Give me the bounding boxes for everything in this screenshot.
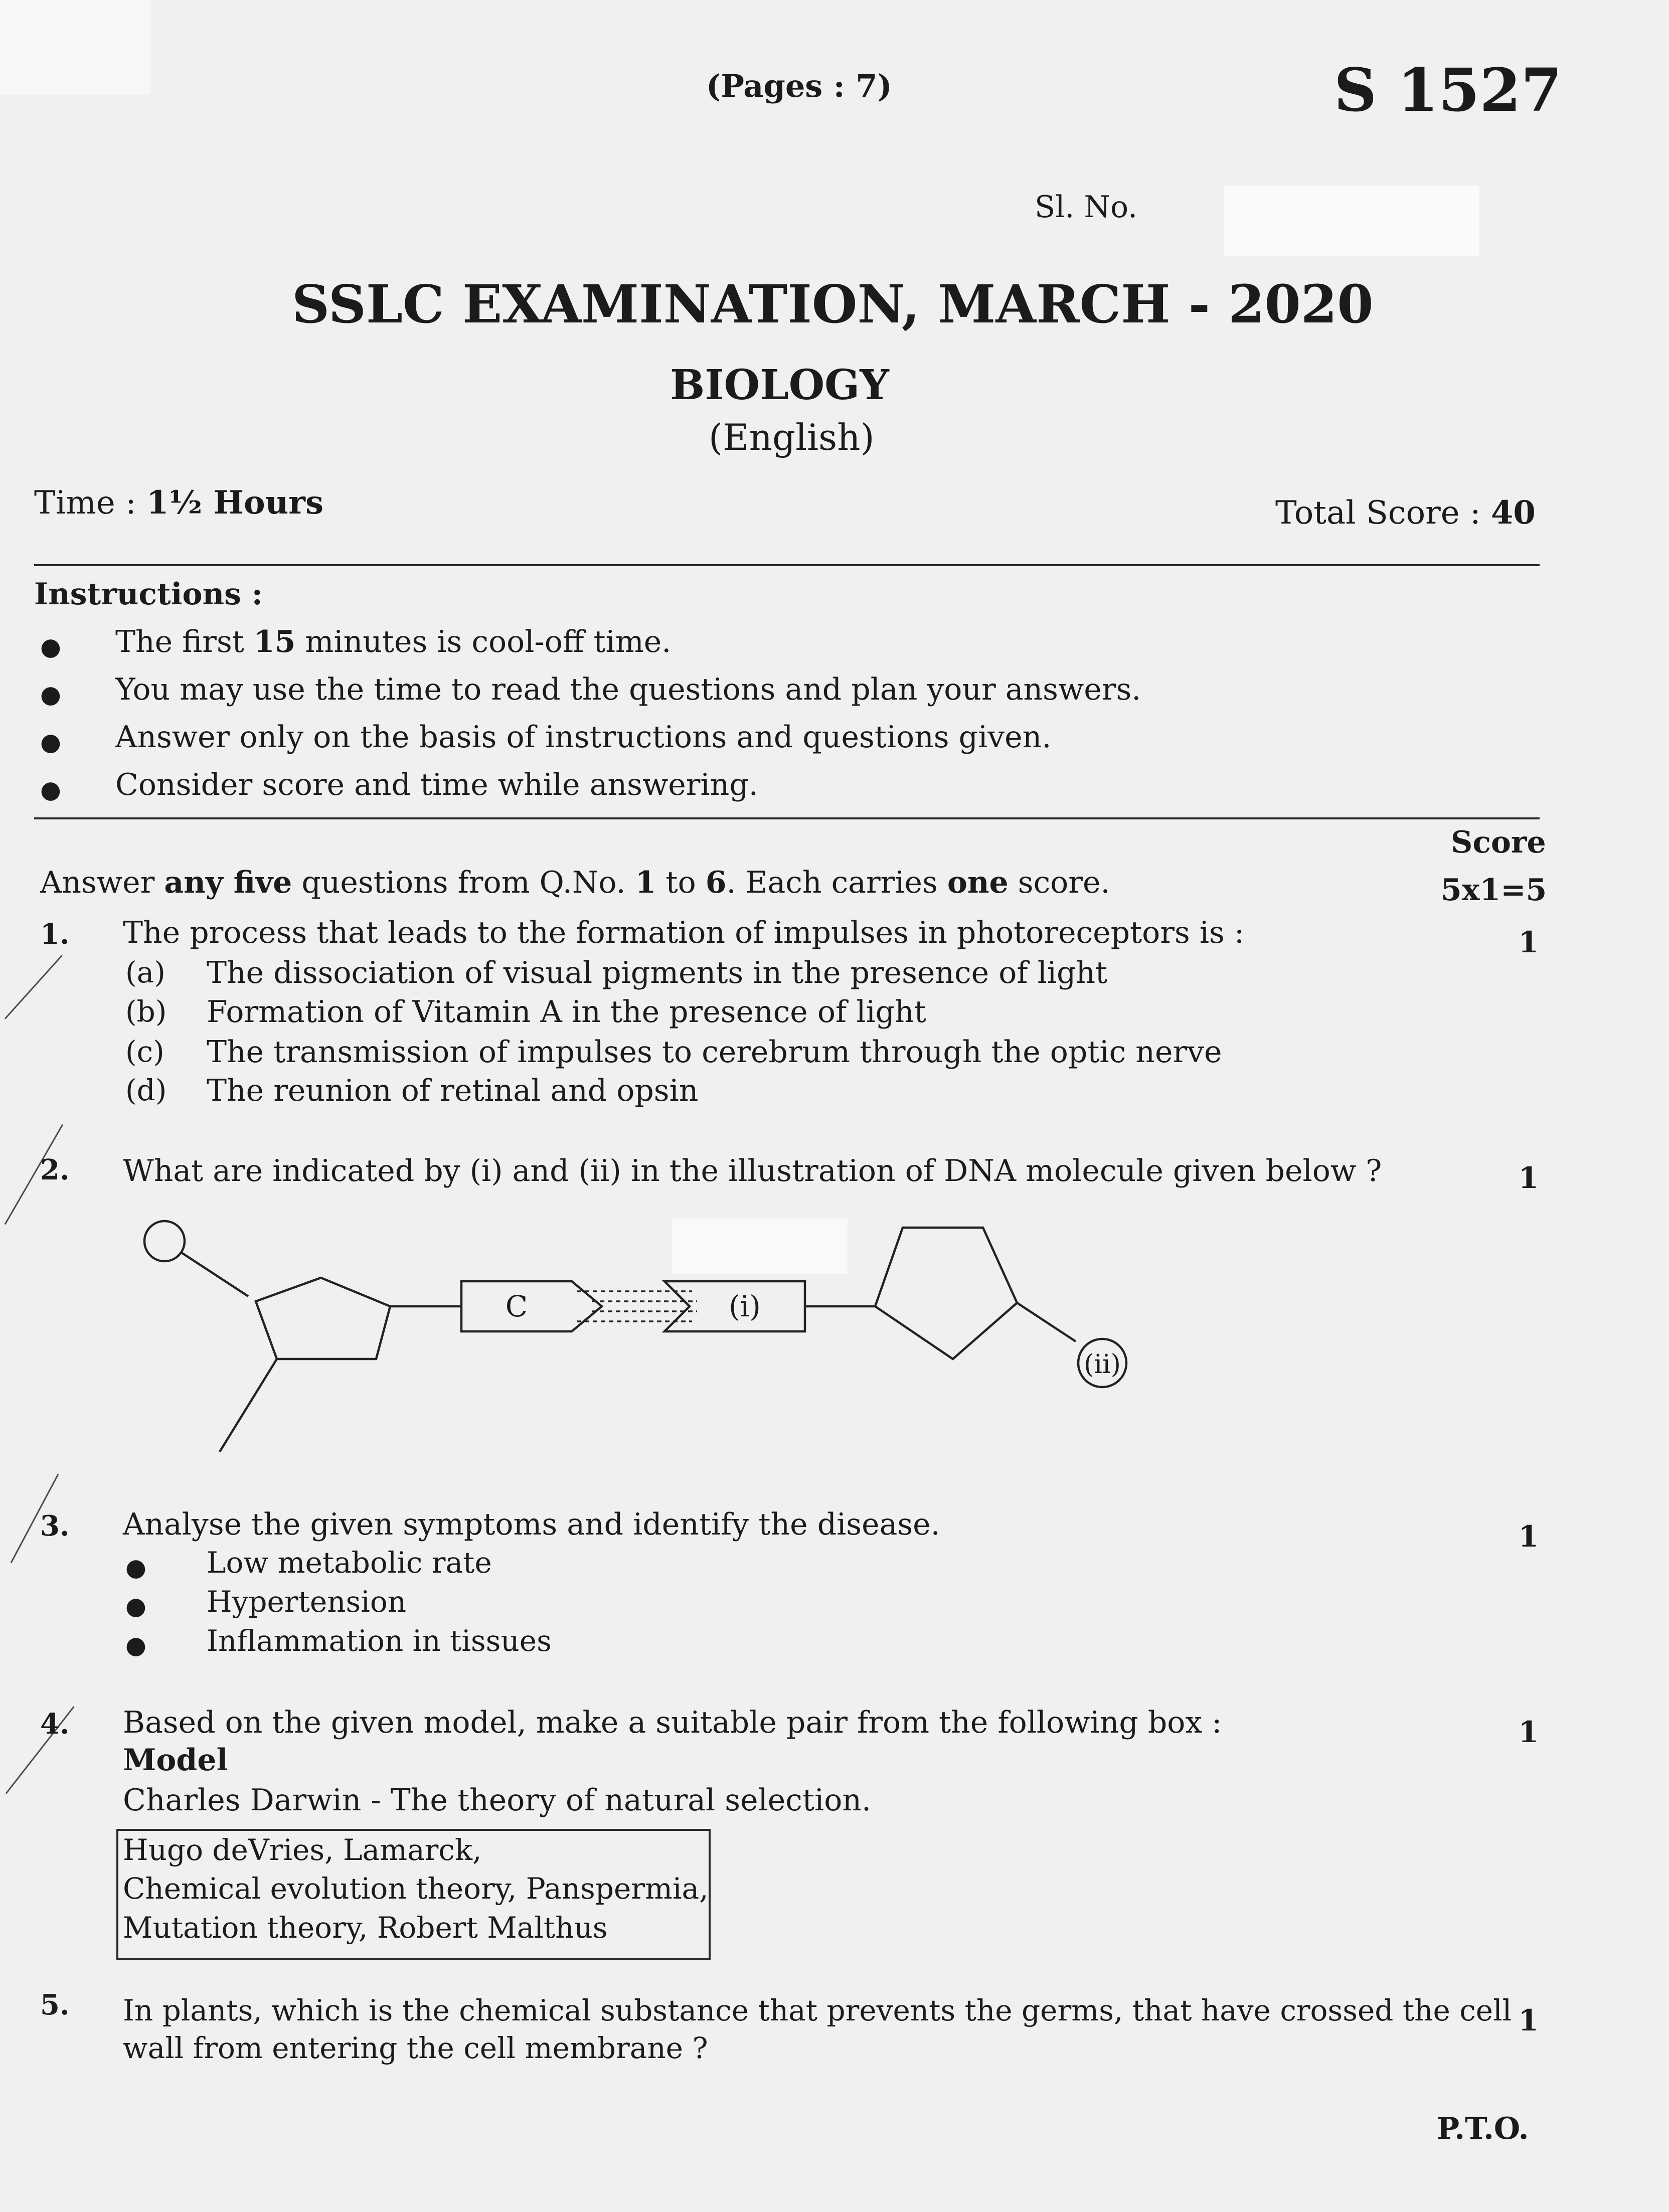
redaction-patch-diagram: [672, 1219, 848, 1274]
instruction-text-bold: 15: [253, 624, 296, 659]
instruction-text: The first: [115, 624, 254, 659]
question-score: 1: [1518, 1715, 1539, 1749]
bond-line: [1017, 1303, 1076, 1341]
bond-line: [220, 1359, 277, 1452]
instructions-heading: Instructions :: [34, 577, 263, 612]
question-number: 2.: [40, 1153, 70, 1186]
question-text: Based on the given model, make a suitable pair from the following box :: [123, 1705, 1222, 1740]
option-label: (a): [125, 955, 165, 989]
option-label: (b): [125, 994, 167, 1029]
direction-text-bold: one: [947, 865, 1009, 900]
instruction-text: minutes is cool-off time.: [295, 624, 672, 659]
pencil-tick-mark: [5, 955, 63, 1019]
label-ii: (ii): [1084, 1349, 1121, 1380]
direction-text-bold: any five: [164, 865, 292, 900]
bullet-icon: ●: [125, 1592, 146, 1620]
total-score: [1275, 494, 1536, 532]
direction-text-bold: 1: [635, 865, 656, 900]
direction-text: . Each carries: [726, 865, 947, 900]
bond-line: [182, 1253, 248, 1296]
question-text: The process that leads to the formation of impulses in photoreceptors is :: [123, 915, 1245, 950]
options-box-line: Chemical evolution theory, Panspermia,: [123, 1871, 709, 1906]
total-score-label: Total Score :: [1275, 494, 1491, 532]
instruction-item: You may use the time to read the questions and plan your answers.: [115, 672, 1141, 707]
question-text: What are indicated by (i) and (ii) in the illustration of DNA molecule given below ?: [123, 1153, 1382, 1188]
symptom-item: Inflammation in tissues: [207, 1624, 552, 1658]
base-c-label: C: [505, 1289, 528, 1323]
sugar-pentagon-left: [256, 1278, 390, 1359]
options-box-line: Hugo deVries, Lamarck,: [123, 1833, 482, 1867]
model-text: Charles Darwin - The theory of natural selection.: [123, 1783, 872, 1818]
symptom-item: Hypertension: [207, 1585, 407, 1619]
question-text: In plants, which is the chemical substance that prevents the germs, that have crossed the cell: [123, 1993, 1512, 2027]
question-number: 3.: [40, 1509, 70, 1543]
option-label: (d): [125, 1073, 167, 1107]
serial-number-label: Sl. No.: [1035, 190, 1138, 225]
question-score: 1: [1518, 925, 1539, 959]
time-label: Time :: [34, 484, 146, 522]
direction-text: questions from Q.No.: [292, 865, 635, 900]
exam-title: SSLC EXAMINATION, MARCH - 2020: [292, 273, 1374, 335]
subject-title: BIOLOGY: [670, 361, 889, 409]
option-text: The transmission of impulses to cerebrum through the optic nerve: [207, 1035, 1222, 1070]
paper-code: S 1527: [1334, 55, 1562, 125]
option-text: The reunion of retinal and opsin: [207, 1073, 699, 1108]
instruction-item: [115, 624, 671, 659]
nitrogen-base-c: [461, 1281, 602, 1331]
model-heading: Model: [123, 1743, 228, 1778]
bullet-icon: ●: [125, 1631, 146, 1659]
bullet-icon: ●: [125, 1554, 146, 1582]
phosphate-circle: [144, 1221, 185, 1261]
option-text: Formation of Vitamin A in the presence of light: [207, 994, 926, 1030]
options-box-line: Mutation theory, Robert Malthus: [123, 1911, 608, 1945]
question-score: 1: [1518, 1519, 1539, 1554]
direction-text-bold: 6: [705, 865, 727, 900]
option-label: (c): [125, 1035, 164, 1069]
option-text: The dissociation of visual pigments in the presence of light: [207, 955, 1108, 990]
bullet-icon: ●: [40, 728, 61, 756]
section-score-total: 5x1=5: [1441, 873, 1547, 908]
base-i-label: (i): [729, 1289, 761, 1323]
time-allowed: [34, 484, 323, 522]
direction-text: to: [656, 865, 706, 900]
redaction-patch-sl-no: [1224, 186, 1479, 256]
redaction-patch-top-left: [0, 0, 150, 95]
dna-diagram: [120, 1204, 1163, 1474]
bullet-icon: ●: [40, 776, 61, 804]
instruction-item: Consider score and time while answering.: [115, 767, 758, 802]
question-number: 1.: [40, 918, 70, 951]
pages-count: (Pages : 7): [706, 68, 892, 104]
question-text-continued: wall from entering the cell membrane ?: [123, 2031, 708, 2065]
question-number: 5.: [40, 1988, 70, 2021]
question-score: 1: [1518, 1161, 1539, 1195]
header-divider: [34, 564, 1540, 566]
please-turn-over: P.T.O.: [1437, 2111, 1529, 2146]
direction-text: score.: [1008, 865, 1110, 900]
score-heading: Score: [1451, 825, 1546, 860]
instruction-item: Answer only on the basis of instructions and questions given.: [115, 720, 1052, 755]
total-score-value: 40: [1490, 494, 1536, 532]
sugar-pentagon-right: [875, 1228, 1017, 1359]
direction-text: Answer: [40, 865, 164, 900]
medium-label: (English): [709, 416, 875, 458]
bullet-icon: ●: [40, 680, 61, 709]
question-score: 1: [1518, 2003, 1539, 2037]
symptom-item: Low metabolic rate: [207, 1546, 492, 1580]
question-number: 4.: [40, 1708, 70, 1741]
time-value: 1½ Hours: [146, 484, 323, 522]
bullet-icon: ●: [40, 633, 61, 661]
instructions-divider: [34, 817, 1540, 819]
section-direction: [40, 865, 1110, 900]
question-text: Analyse the given symptoms and identify the disease.: [123, 1507, 940, 1542]
